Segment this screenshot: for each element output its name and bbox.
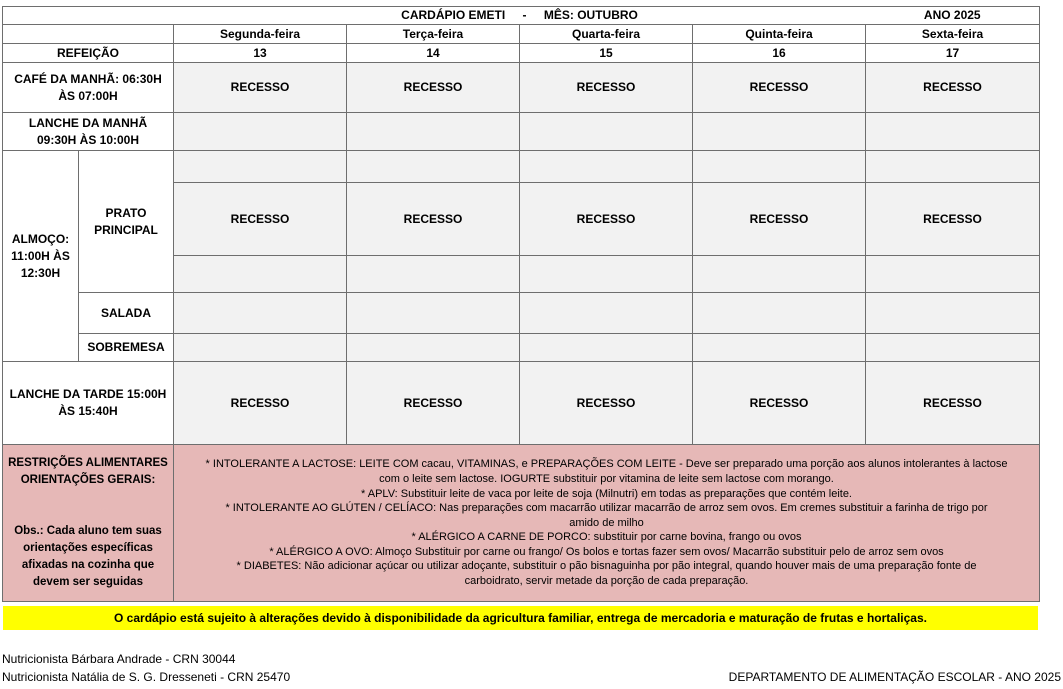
menu-cell: RECESSO	[347, 362, 520, 445]
day-header: Terça-feira	[347, 25, 520, 44]
menu-cell: RECESSO	[347, 183, 520, 256]
meal-label-line: 12:30H	[20, 265, 61, 280]
restrictions-title: RESTRIÇÕES ALIMENTARES	[8, 457, 168, 469]
menu-cell: RECESSO	[520, 183, 693, 256]
date-cell: 16	[693, 44, 866, 63]
menu-cell	[520, 151, 693, 183]
corner-blank	[3, 25, 174, 44]
restrictions-obs: afixadas na cozinha que	[21, 559, 155, 571]
menu-cell	[174, 256, 347, 293]
menu-cell	[693, 334, 866, 362]
meal-label-line: CAFÉ DA MANHÃ: 06:30H	[14, 71, 162, 86]
menu-cell	[174, 293, 347, 334]
meal-label-line: PRATO	[105, 205, 147, 220]
date-cell: 13	[174, 44, 347, 63]
meal-label-cafe	[3, 63, 174, 113]
notice-banner: O cardápio está sujeito à alterações devido à disponibilidade da agricultura familiar, entrega de mercadoria e maturação de frutas e hortaliças.	[3, 606, 1038, 630]
menu-cell	[174, 113, 347, 151]
meal-label-almoco	[3, 151, 79, 362]
title-blank	[3, 7, 174, 25]
menu-cell	[520, 334, 693, 362]
meal-label-prato-principal	[79, 151, 174, 293]
meal-label-line: ALMOÇO:	[11, 231, 70, 246]
note-line: com o leite sem lactose. IOGURTE substituir por vitamina de leite sem lactose com morango.	[379, 472, 834, 485]
menu-cell: RECESSO	[174, 183, 347, 256]
meal-label-line: PRINCIPAL	[94, 222, 158, 237]
menu-cell	[693, 113, 866, 151]
note-line: * ALÉRGICO A OVO: Almoço Substituir por carne ou frango/ Os bolos e tortas fazer sem ovos/ Macarrão substituir pelo de arroz sem ovos	[269, 545, 944, 558]
menu-cell: RECESSO	[693, 183, 866, 256]
date-cell: 17	[866, 44, 1040, 63]
note-line: * ALÉRGICO A CARNE DE PORCO: substituir por carne bovina, frango ou ovos	[411, 531, 802, 544]
year-label: ANO 2025	[866, 7, 1040, 25]
menu-cell: RECESSO	[866, 362, 1040, 445]
meal-label-sobremesa: SOBREMESA	[79, 334, 174, 362]
menu-cell	[347, 256, 520, 293]
menu-cell: RECESSO	[347, 63, 520, 113]
menu-cell	[520, 293, 693, 334]
meal-label-lanche-manha	[3, 113, 174, 151]
menu-cell: RECESSO	[520, 362, 693, 445]
meal-label-line: LANCHE DA TARDE 15:00H	[9, 387, 167, 401]
note-line: * DIABETES: Não adicionar açúcar ou utilizar adoçante, substituir o pão bisnaguinha por pão integral, quando houver mais de uma preparação fonte de	[236, 560, 977, 573]
menu-cell	[347, 293, 520, 334]
menu-cell: RECESSO	[866, 183, 1040, 256]
note-line: * INTOLERANTE AO GLÚTEN / CELÍACO: Nas preparações com macarrão utilizar macarrão de arroz sem ovos. Em cremes substituir a farinha de trigo por	[225, 502, 988, 515]
menu-title: CARDÁPIO EMETI	[401, 8, 506, 22]
meal-label-line: 11:00H ÀS	[11, 248, 70, 263]
title-dash: -	[522, 8, 527, 22]
note-line: * APLV: Substituir leite de vaca por leite de soja (Milnutri) em todas as preparações que contém leite.	[361, 487, 852, 500]
menu-cell	[347, 151, 520, 183]
day-header: Quinta-feira	[693, 25, 866, 44]
menu-cell	[347, 334, 520, 362]
restrictions-obs: devem ser seguidas	[33, 576, 143, 588]
menu-cell: RECESSO	[866, 63, 1040, 113]
menu-cell: RECESSO	[174, 362, 347, 445]
menu-cell	[866, 334, 1040, 362]
meal-label-line: ÀS 15:40H	[58, 404, 118, 418]
menu-table	[2, 6, 1040, 602]
menu-cell	[866, 293, 1040, 334]
meal-label-line: ÀS 07:00H	[58, 88, 118, 103]
menu-cell	[693, 151, 866, 183]
date-cell: 15	[520, 44, 693, 63]
meal-label-salada: SALADA	[79, 293, 174, 334]
day-header: Sexta-feira	[866, 25, 1040, 44]
menu-cell: RECESSO	[520, 63, 693, 113]
note-line: carboidrato, servir metade da porção de cada preparação.	[464, 575, 749, 588]
nutritionist-1: Nutricionista Bárbara Andrade - CRN 30044	[2, 652, 236, 666]
menu-cell	[866, 256, 1040, 293]
menu-cell	[174, 151, 347, 183]
restrictions-label	[3, 445, 174, 602]
menu-cell: RECESSO	[174, 63, 347, 113]
day-header: Quarta-feira	[520, 25, 693, 44]
menu-cell	[347, 113, 520, 151]
nutritionist-2: Nutricionista Natália de S. G. Dresseneti - CRN 25470	[2, 670, 291, 684]
date-cell: 14	[347, 44, 520, 63]
title-cell	[174, 7, 866, 25]
menu-cell	[520, 256, 693, 293]
month-label: MÊS: OUTUBRO	[543, 8, 638, 22]
day-header: Segunda-feira	[174, 25, 347, 44]
meal-label-line: 09:30H ÀS 10:00H	[36, 132, 140, 147]
meal-label-line: LANCHE DA MANHÃ	[28, 115, 148, 130]
menu-cell	[174, 334, 347, 362]
menu-cell	[693, 256, 866, 293]
menu-cell: RECESSO	[693, 362, 866, 445]
menu-cell	[866, 151, 1040, 183]
restrictions-notes	[174, 445, 1040, 602]
note-line: amido de milho	[569, 516, 644, 529]
meal-column-header: REFEIÇÃO	[3, 44, 174, 63]
department-label: DEPARTAMENTO DE ALIMENTAÇÃO ESCOLAR - ANO 2025	[728, 670, 1061, 684]
menu-cell	[693, 293, 866, 334]
restrictions-obs: Obs.: Cada aluno tem suas	[14, 525, 162, 537]
meal-label-lanche-tarde	[3, 362, 174, 445]
menu-cell	[866, 113, 1040, 151]
restrictions-obs: orientações específicas	[23, 542, 153, 554]
menu-cell: RECESSO	[693, 63, 866, 113]
restrictions-title: ORIENTAÇÕES GERAIS:	[20, 474, 156, 486]
menu-cell	[520, 113, 693, 151]
note-line: * INTOLERANTE A LACTOSE: LEITE COM cacau, VITAMINAS, e PREPARAÇÕES COM LEITE - Deve ser preparado uma porção aos alunos intolerantes à lactose	[205, 458, 1008, 471]
